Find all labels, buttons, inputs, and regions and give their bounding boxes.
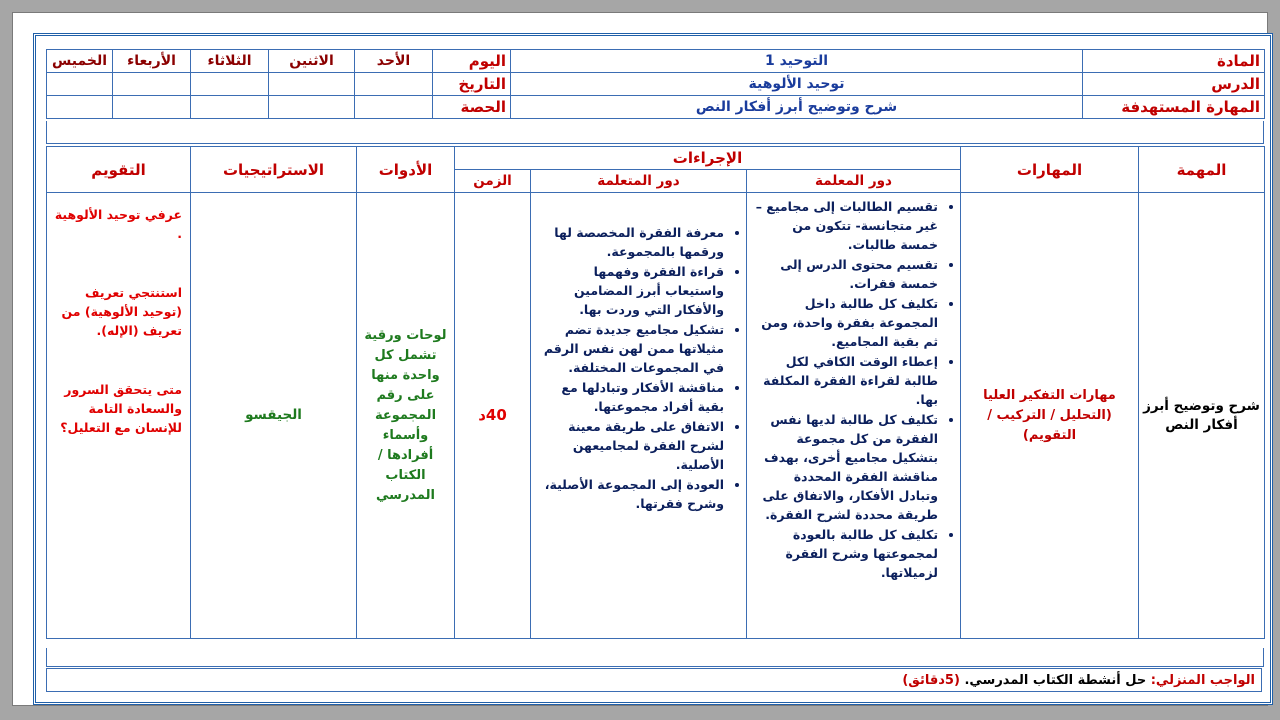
period-cell-monday <box>269 96 355 119</box>
student-role-cell <box>531 193 747 639</box>
teacher-role-item: • تقسيم الطالبات إلى مجاميع – غير متجانسة- تتكون من خمسة طالبات. <box>751 197 938 254</box>
evaluation-cell <box>47 193 191 639</box>
student-role-item: • مناقشة الأفكار وتبادلها مع بقية أفراد مجموعتها. <box>535 378 724 416</box>
tools-header: الأدوات <box>357 147 455 193</box>
skills-header: المهارات <box>961 147 1139 193</box>
subject-label: المادة <box>1083 50 1265 73</box>
date-label: التاريخ <box>433 73 511 96</box>
teacher-role-item: • تكليف كل طالبة داخل المجموعة بفقرة واحدة، ومن ثم بقية المجاميع. <box>751 294 938 351</box>
date-cell-tuesday <box>191 73 269 96</box>
skills-cell: مهارات التفكير العليا (التحليل / التركيب / التقويم) <box>961 193 1139 639</box>
day-sunday: الأحد <box>355 50 433 73</box>
header-table <box>46 49 1265 119</box>
strategies-header: الاستراتيجيات <box>191 147 357 193</box>
day-monday: الاثنين <box>269 50 355 73</box>
student-role-item: • الاتفاق على طريقة معينة لشرح الفقرة لمجاميعهن الأصلية. <box>535 417 724 474</box>
student-role-list <box>535 223 742 513</box>
time-cell: 40د <box>455 193 531 639</box>
homework-row <box>46 668 1262 692</box>
homework-label: الواجب المنزلي: <box>1150 673 1255 688</box>
procedures-header: الإجراءات <box>455 147 961 170</box>
day-thursday: الخميس <box>47 50 113 73</box>
teacher-role-list <box>751 197 956 582</box>
header-spacer-row <box>46 121 1264 144</box>
day-tuesday: الثلاثاء <box>191 50 269 73</box>
period-cell-tuesday <box>191 96 269 119</box>
evaluation-question-3: متى يتحقق السرور والسعادة التامة للإنسان مع التعليل؟ <box>60 382 182 435</box>
teacher-role-item: • تقسيم محتوى الدرس إلى خمسة فقرات. <box>751 255 938 293</box>
lesson-plan-frame <box>33 33 1273 705</box>
skill-label: المهارة المستهدفة <box>1083 96 1265 119</box>
procedures-table <box>46 146 1265 639</box>
subject-value: التوحيد 1 <box>511 50 1083 73</box>
evaluation-question-1: عرفي توحيد الألوهية . <box>54 207 182 241</box>
homework-text: حل أنشطة الكتاب المدرسي. <box>964 673 1147 688</box>
student-role-item: • معرفة الفقرة المخصصة لها ورقمها بالمجموعة. <box>535 223 724 261</box>
period-cell-wednesday <box>113 96 191 119</box>
lesson-value: توحيد الألوهية <box>511 73 1083 96</box>
student-role-item: • قراءة الفقرة وفهمها واستيعاب أبرز المضامين والأفكار التي وردت بها. <box>535 262 724 319</box>
teacher-role-item: • إعطاء الوقت الكافي لكل طالبة لقراءة الفقرة المكلفة بها. <box>751 352 938 409</box>
footer-spacer-row <box>46 648 1264 667</box>
student-role-item: • العودة إلى المجموعة الأصلية، وشرح فقرتها. <box>535 475 724 513</box>
date-cell-thursday <box>47 73 113 96</box>
day-label: اليوم <box>433 50 511 73</box>
lesson-label: الدرس <box>1083 73 1265 96</box>
teacher-role-item: • تكليف كل طالبة لديها نفس الفقرة من كل مجموعة بتشكيل مجاميع أخرى، بهدف مناقشة الفقرة المحددة وتبادل الأفكار، والاتفاق على طريقة محددة لشرح الفقرة. <box>751 410 938 524</box>
teacher-role-header: دور المعلمة <box>747 170 961 193</box>
page-background <box>12 12 1268 706</box>
strategies-cell: الجيقسو <box>191 193 357 639</box>
student-role-item: • تشكيل مجاميع جديدة تضم مثيلاتها ممن لهن نفس الرقم في المجموعات المختلفة. <box>535 320 724 377</box>
student-role-header: دور المتعلمة <box>531 170 747 193</box>
day-wednesday: الأربعاء <box>113 50 191 73</box>
period-cell-thursday <box>47 96 113 119</box>
teacher-role-item: • تكليف كل طالبة بالعودة لمجموعتها وشرح الفقرة لزميلاتها. <box>751 525 938 582</box>
evaluation-header: التقويم <box>47 147 191 193</box>
time-header: الزمن <box>455 170 531 193</box>
task-cell: شرح وتوضيح أبرز أفكار النص <box>1139 193 1265 639</box>
date-cell-wednesday <box>113 73 191 96</box>
date-cell-sunday <box>355 73 433 96</box>
homework-time: (5دقائق) <box>902 673 960 688</box>
task-header: المهمة <box>1139 147 1265 193</box>
teacher-role-cell <box>747 193 961 639</box>
period-label: الحصة <box>433 96 511 119</box>
date-cell-monday <box>269 73 355 96</box>
evaluation-question-2: استنتجي تعريف (توحيد الألوهية) من تعريف (الإله). <box>61 285 182 338</box>
period-cell-sunday <box>355 96 433 119</box>
tools-cell: لوحات ورقية تشمل كل واحدة منها على رقم المجموعة وأسماء أفرادها / الكتاب المدرسي <box>357 193 455 639</box>
skill-value: شرح وتوضيح أبرز أفكار النص <box>511 96 1083 119</box>
